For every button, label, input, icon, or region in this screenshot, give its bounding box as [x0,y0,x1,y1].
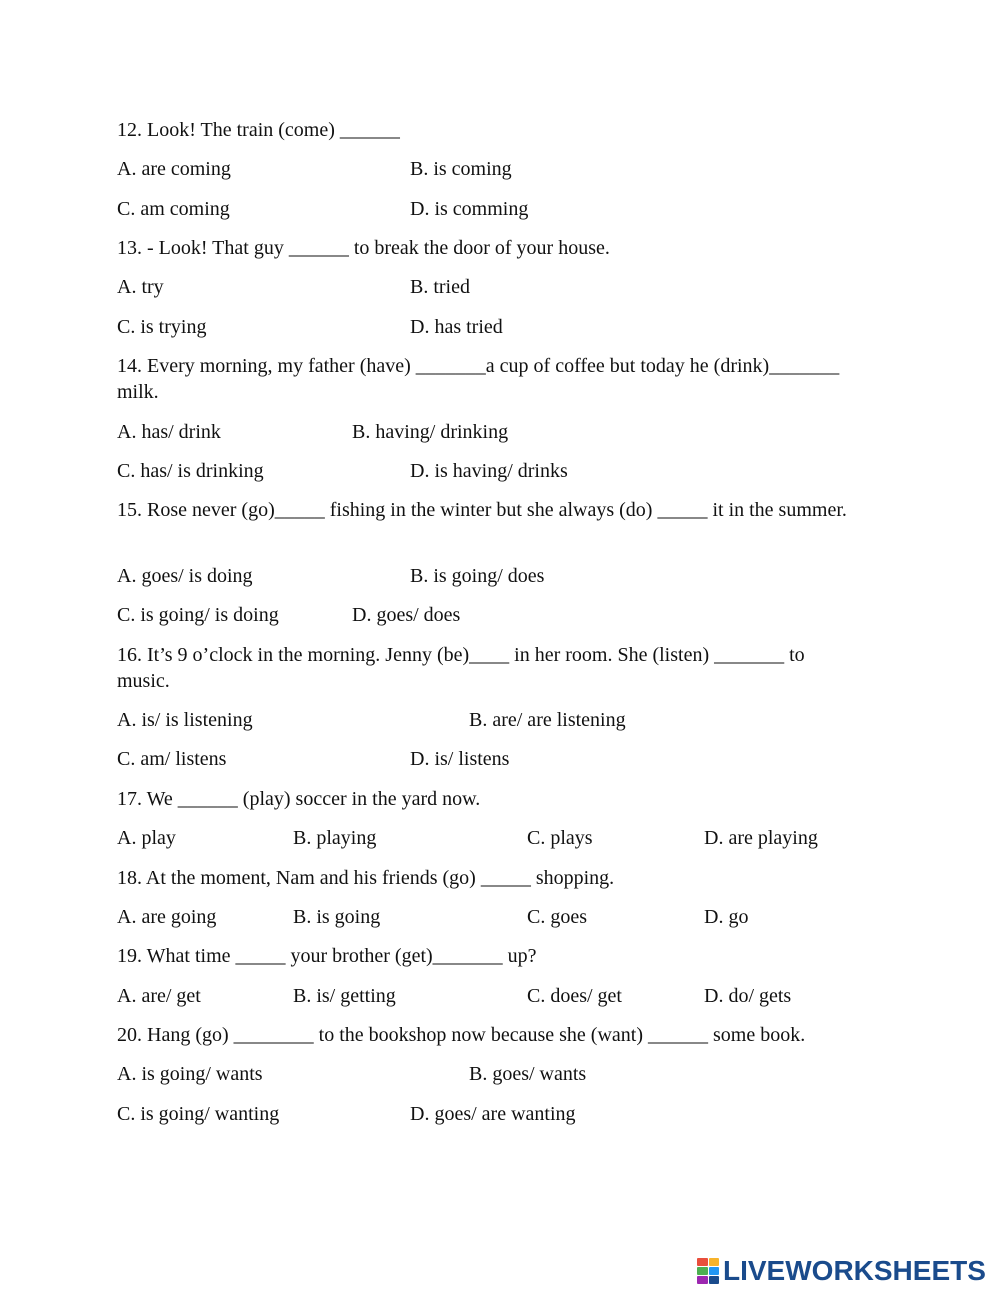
option-16-b[interactable]: B. are/ are listening [469,709,626,731]
option-12-a[interactable]: A. are coming [117,158,231,180]
option-19-d[interactable]: D. do/ gets [704,985,792,1007]
question-17: 17. We ______ (play) soccer in the yard now. [117,788,481,810]
option-15-a[interactable]: A. goes/ is doing [117,565,253,587]
option-15-b[interactable]: B. is going/ does [410,565,545,587]
option-19-b[interactable]: B. is/ getting [293,985,396,1007]
option-19-a[interactable]: A. are/ get [117,985,201,1007]
question-20: 20. Hang (go) ________ to the bookshop now because she (want) ______ some book. [117,1024,806,1046]
option-18-a[interactable]: A. are going [117,906,217,928]
option-12-c[interactable]: C. am coming [117,198,230,220]
option-18-d[interactable]: D. go [704,906,749,928]
option-20-d[interactable]: D. goes/ are wanting [410,1103,576,1125]
question-18: 18. At the moment, Nam and his friends (go) _____ shopping. [117,867,615,889]
question-12: 12. Look! The train (come) ______ [117,119,400,141]
option-20-b[interactable]: B. goes/ wants [469,1063,587,1085]
option-13-c[interactable]: C. is trying [117,316,207,338]
option-15-d[interactable]: D. goes/ does [352,604,461,626]
option-18-b[interactable]: B. is going [293,906,381,928]
option-16-c[interactable]: C. am/ listens [117,748,227,770]
option-14-b[interactable]: B. having/ drinking [352,421,509,443]
liveworksheets-logo-text: LIVEWORKSHEETS [723,1255,986,1286]
liveworksheets-logo [697,1256,986,1286]
question-15: 15. Rose never (go)_____ fishing in the winter but she always (do) _____ it in the summer. [117,499,847,521]
option-18-c[interactable]: C. goes [527,906,587,928]
option-14-c[interactable]: C. has/ is drinking [117,460,264,482]
option-13-d[interactable]: D. has tried [410,316,503,338]
option-17-b[interactable]: B. playing [293,827,377,849]
option-19-c[interactable]: C. does/ get [527,985,622,1007]
option-14-a[interactable]: A. has/ drink [117,421,221,443]
question-16: 16. It’s 9 o’clock in the morning. Jenny (be)____ in her room. She (listen) _______ to music. [117,644,805,692]
option-14-d[interactable]: D. is having/ drinks [410,460,568,482]
option-16-a[interactable]: A. is/ is listening [117,709,253,731]
option-13-a[interactable]: A. try [117,276,164,298]
option-17-d[interactable]: D. are playing [704,827,818,849]
option-17-a[interactable]: A. play [117,827,176,849]
option-20-a[interactable]: A. is going/ wants [117,1063,263,1085]
option-16-d[interactable]: D. is/ listens [410,748,510,770]
option-20-c[interactable]: C. is going/ wanting [117,1103,280,1125]
question-13: 13. - Look! That guy ______ to break the door of your house. [117,237,610,259]
option-12-b[interactable]: B. is coming [410,158,512,180]
option-12-d[interactable]: D. is comming [410,198,529,220]
question-19: 19. What time _____ your brother (get)_______ up? [117,945,537,967]
option-15-c[interactable]: C. is going/ is doing [117,604,279,626]
option-17-c[interactable]: C. plays [527,827,593,849]
liveworksheets-logo-icon [697,1258,719,1284]
option-13-b[interactable]: B. tried [410,276,470,298]
question-14: 14. Every morning, my father (have) _______a cup of coffee but today he (drink)_______ milk. [117,355,840,403]
